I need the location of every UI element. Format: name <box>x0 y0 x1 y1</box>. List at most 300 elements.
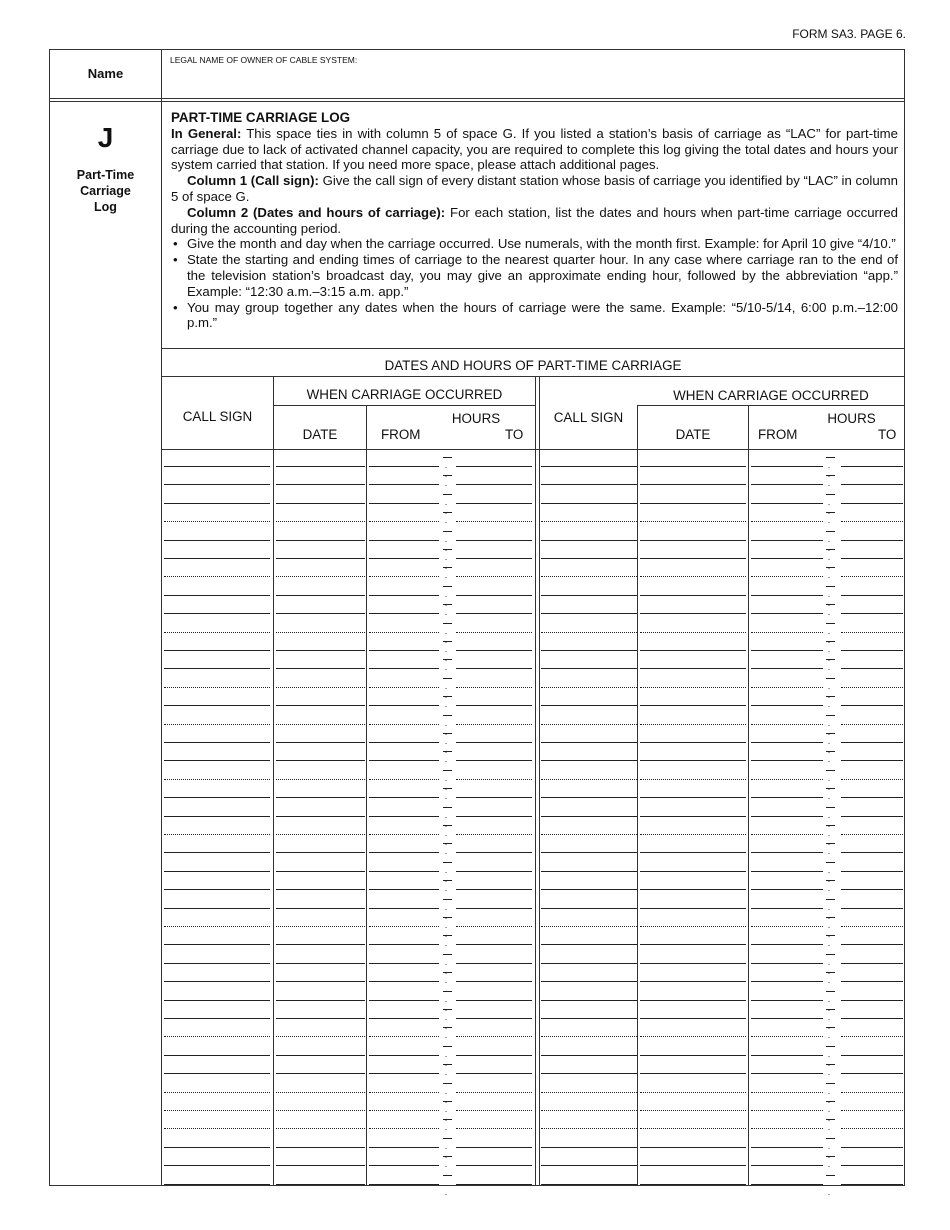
entry-line[interactable] <box>841 540 903 541</box>
entry-line[interactable] <box>751 797 823 798</box>
entry-line[interactable] <box>841 484 903 485</box>
entry-line[interactable] <box>751 668 823 669</box>
entry-line[interactable] <box>751 466 823 467</box>
entry-line[interactable] <box>841 834 903 835</box>
entry-line[interactable] <box>640 871 746 872</box>
entry-line[interactable] <box>841 852 903 853</box>
entry-line[interactable] <box>751 503 823 504</box>
entry-line[interactable] <box>369 760 439 761</box>
entry-line[interactable] <box>456 1036 532 1037</box>
entry-line[interactable] <box>276 705 365 706</box>
entry-line[interactable] <box>751 613 823 614</box>
entry-line[interactable] <box>369 1000 439 1001</box>
entry-line[interactable] <box>640 1036 746 1037</box>
entry-line[interactable] <box>164 668 270 669</box>
entry-line[interactable] <box>456 540 532 541</box>
entry-line[interactable] <box>276 1036 365 1037</box>
entry-line[interactable] <box>841 908 903 909</box>
entry-line[interactable] <box>751 1036 823 1037</box>
entry-line[interactable] <box>164 1147 270 1148</box>
entry-line[interactable] <box>541 1055 637 1056</box>
entry-line[interactable] <box>541 613 637 614</box>
entry-line[interactable] <box>369 484 439 485</box>
entry-line[interactable] <box>276 632 365 633</box>
entry-line[interactable] <box>276 834 365 835</box>
entry-line[interactable] <box>456 558 532 559</box>
entry-line[interactable] <box>640 503 746 504</box>
entry-line[interactable] <box>276 926 365 927</box>
entry-line[interactable] <box>640 1000 746 1001</box>
entry-line[interactable] <box>541 779 637 780</box>
entry-line[interactable] <box>841 705 903 706</box>
entry-line[interactable] <box>456 595 532 596</box>
entry-line[interactable] <box>456 871 532 872</box>
entry-line[interactable] <box>369 1110 439 1111</box>
entry-line[interactable] <box>751 908 823 909</box>
entry-line[interactable] <box>841 1092 903 1093</box>
entry-line[interactable] <box>456 1165 532 1166</box>
entry-line[interactable] <box>164 1073 270 1074</box>
entry-line[interactable] <box>751 650 823 651</box>
entry-line[interactable] <box>369 742 439 743</box>
entry-line[interactable] <box>541 889 637 890</box>
entry-line[interactable] <box>276 742 365 743</box>
entry-line[interactable] <box>751 1092 823 1093</box>
entry-line[interactable] <box>751 760 823 761</box>
entry-line[interactable] <box>456 632 532 633</box>
entry-line[interactable] <box>640 1110 746 1111</box>
entry-line[interactable] <box>751 852 823 853</box>
entry-line[interactable] <box>164 613 270 614</box>
entry-line[interactable] <box>541 521 637 522</box>
entry-line[interactable] <box>841 632 903 633</box>
entry-line[interactable] <box>751 558 823 559</box>
entry-line[interactable] <box>640 613 746 614</box>
entry-line[interactable] <box>541 705 637 706</box>
entry-line[interactable] <box>751 521 823 522</box>
entry-line[interactable] <box>541 1147 637 1148</box>
entry-line[interactable] <box>369 668 439 669</box>
entry-line[interactable] <box>841 797 903 798</box>
entry-line[interactable] <box>164 1165 270 1166</box>
entry-line[interactable] <box>276 595 365 596</box>
entry-line[interactable] <box>640 687 746 688</box>
entry-line[interactable] <box>456 668 532 669</box>
entry-line[interactable] <box>841 1018 903 1019</box>
entry-line[interactable] <box>456 1184 532 1185</box>
entry-line[interactable] <box>640 705 746 706</box>
entry-line[interactable] <box>456 742 532 743</box>
entry-line[interactable] <box>841 871 903 872</box>
entry-line[interactable] <box>276 724 365 725</box>
entry-line[interactable] <box>369 1165 439 1166</box>
entry-line[interactable] <box>541 871 637 872</box>
entry-line[interactable] <box>164 705 270 706</box>
entry-line[interactable] <box>456 650 532 651</box>
entry-line[interactable] <box>276 1110 365 1111</box>
entry-line[interactable] <box>640 1147 746 1148</box>
entry-line[interactable] <box>541 1110 637 1111</box>
entry-line[interactable] <box>164 797 270 798</box>
entry-line[interactable] <box>751 540 823 541</box>
entry-line[interactable] <box>276 687 365 688</box>
entry-line[interactable] <box>640 834 746 835</box>
entry-line[interactable] <box>456 779 532 780</box>
entry-line[interactable] <box>841 576 903 577</box>
entry-line[interactable] <box>751 724 823 725</box>
entry-line[interactable] <box>640 926 746 927</box>
entry-line[interactable] <box>541 816 637 817</box>
entry-line[interactable] <box>541 466 637 467</box>
entry-line[interactable] <box>276 668 365 669</box>
entry-line[interactable] <box>164 632 270 633</box>
entry-line[interactable] <box>369 632 439 633</box>
entry-line[interactable] <box>841 1000 903 1001</box>
entry-line[interactable] <box>640 1165 746 1166</box>
entry-line[interactable] <box>541 540 637 541</box>
entry-line[interactable] <box>640 650 746 651</box>
entry-line[interactable] <box>369 540 439 541</box>
entry-line[interactable] <box>276 1055 365 1056</box>
entry-line[interactable] <box>541 852 637 853</box>
entry-line[interactable] <box>456 1055 532 1056</box>
entry-line[interactable] <box>164 889 270 890</box>
entry-line[interactable] <box>640 1018 746 1019</box>
entry-line[interactable] <box>640 889 746 890</box>
entry-line[interactable] <box>369 521 439 522</box>
entry-line[interactable] <box>751 1018 823 1019</box>
entry-line[interactable] <box>369 705 439 706</box>
entry-line[interactable] <box>841 595 903 596</box>
entry-line[interactable] <box>640 724 746 725</box>
entry-line[interactable] <box>751 742 823 743</box>
entry-line[interactable] <box>164 576 270 577</box>
entry-line[interactable] <box>640 944 746 945</box>
entry-line[interactable] <box>456 1018 532 1019</box>
entry-line[interactable] <box>276 521 365 522</box>
entry-line[interactable] <box>164 540 270 541</box>
entry-line[interactable] <box>841 963 903 964</box>
entry-line[interactable] <box>369 779 439 780</box>
entry-line[interactable] <box>841 687 903 688</box>
entry-line[interactable] <box>751 1147 823 1148</box>
entry-line[interactable] <box>164 908 270 909</box>
entry-line[interactable] <box>164 1092 270 1093</box>
entry-line[interactable] <box>751 889 823 890</box>
entry-line[interactable] <box>369 1128 439 1129</box>
entry-line[interactable] <box>276 908 365 909</box>
entry-line[interactable] <box>751 484 823 485</box>
entry-line[interactable] <box>751 926 823 927</box>
entry-line[interactable] <box>164 926 270 927</box>
entry-line[interactable] <box>276 1073 365 1074</box>
entry-line[interactable] <box>164 724 270 725</box>
entry-line[interactable] <box>164 981 270 982</box>
entry-line[interactable] <box>541 503 637 504</box>
entry-line[interactable] <box>751 816 823 817</box>
entry-line[interactable] <box>369 963 439 964</box>
entry-line[interactable] <box>456 926 532 927</box>
entry-line[interactable] <box>456 503 532 504</box>
entry-line[interactable] <box>164 1036 270 1037</box>
entry-line[interactable] <box>164 760 270 761</box>
entry-line[interactable] <box>541 1184 637 1185</box>
entry-line[interactable] <box>841 724 903 725</box>
entry-line[interactable] <box>841 760 903 761</box>
entry-line[interactable] <box>276 540 365 541</box>
entry-line[interactable] <box>164 944 270 945</box>
entry-line[interactable] <box>276 1128 365 1129</box>
entry-line[interactable] <box>164 1184 270 1185</box>
entry-line[interactable] <box>640 797 746 798</box>
entry-line[interactable] <box>541 1165 637 1166</box>
entry-line[interactable] <box>369 613 439 614</box>
entry-line[interactable] <box>751 944 823 945</box>
entry-line[interactable] <box>841 613 903 614</box>
entry-line[interactable] <box>456 852 532 853</box>
entry-line[interactable] <box>369 797 439 798</box>
entry-line[interactable] <box>841 944 903 945</box>
entry-line[interactable] <box>276 1147 365 1148</box>
entry-line[interactable] <box>456 613 532 614</box>
entry-line[interactable] <box>541 1036 637 1037</box>
entry-line[interactable] <box>369 908 439 909</box>
entry-line[interactable] <box>164 834 270 835</box>
entry-line[interactable] <box>369 1018 439 1019</box>
entry-line[interactable] <box>541 742 637 743</box>
entry-line[interactable] <box>164 484 270 485</box>
entry-line[interactable] <box>369 816 439 817</box>
entry-line[interactable] <box>456 687 532 688</box>
entry-line[interactable] <box>541 1073 637 1074</box>
entry-line[interactable] <box>640 779 746 780</box>
entry-line[interactable] <box>276 889 365 890</box>
entry-line[interactable] <box>640 742 746 743</box>
entry-line[interactable] <box>751 834 823 835</box>
entry-line[interactable] <box>640 1073 746 1074</box>
entry-line[interactable] <box>841 926 903 927</box>
entry-line[interactable] <box>751 871 823 872</box>
entry-line[interactable] <box>164 816 270 817</box>
entry-line[interactable] <box>751 1165 823 1166</box>
entry-line[interactable] <box>164 1128 270 1129</box>
entry-line[interactable] <box>456 944 532 945</box>
entry-line[interactable] <box>164 852 270 853</box>
entry-line[interactable] <box>276 558 365 559</box>
entry-line[interactable] <box>164 558 270 559</box>
entry-line[interactable] <box>164 779 270 780</box>
entry-line[interactable] <box>640 852 746 853</box>
entry-line[interactable] <box>276 1000 365 1001</box>
entry-line[interactable] <box>541 576 637 577</box>
entry-line[interactable] <box>751 595 823 596</box>
entry-line[interactable] <box>369 834 439 835</box>
entry-line[interactable] <box>276 981 365 982</box>
entry-line[interactable] <box>640 484 746 485</box>
entry-line[interactable] <box>164 1000 270 1001</box>
entry-line[interactable] <box>640 760 746 761</box>
entry-line[interactable] <box>640 466 746 467</box>
entry-line[interactable] <box>640 540 746 541</box>
entry-line[interactable] <box>841 1184 903 1185</box>
entry-line[interactable] <box>541 724 637 725</box>
entry-line[interactable] <box>456 1092 532 1093</box>
entry-line[interactable] <box>541 650 637 651</box>
entry-line[interactable] <box>456 760 532 761</box>
entry-line[interactable] <box>841 1036 903 1037</box>
entry-line[interactable] <box>841 1110 903 1111</box>
entry-line[interactable] <box>456 797 532 798</box>
entry-line[interactable] <box>541 632 637 633</box>
entry-line[interactable] <box>456 981 532 982</box>
entry-line[interactable] <box>369 1184 439 1185</box>
entry-line[interactable] <box>456 889 532 890</box>
entry-line[interactable] <box>369 1073 439 1074</box>
entry-line[interactable] <box>276 613 365 614</box>
entry-line[interactable] <box>276 963 365 964</box>
entry-line[interactable] <box>456 908 532 909</box>
entry-line[interactable] <box>276 779 365 780</box>
entry-line[interactable] <box>369 852 439 853</box>
entry-line[interactable] <box>276 503 365 504</box>
entry-line[interactable] <box>164 963 270 964</box>
entry-line[interactable] <box>751 1110 823 1111</box>
entry-line[interactable] <box>369 1092 439 1093</box>
entry-line[interactable] <box>369 650 439 651</box>
entry-line[interactable] <box>541 981 637 982</box>
entry-line[interactable] <box>276 944 365 945</box>
entry-line[interactable] <box>541 963 637 964</box>
entry-line[interactable] <box>541 668 637 669</box>
entry-line[interactable] <box>369 1036 439 1037</box>
entry-line[interactable] <box>164 871 270 872</box>
entry-line[interactable] <box>841 1128 903 1129</box>
entry-line[interactable] <box>541 908 637 909</box>
entry-line[interactable] <box>541 1000 637 1001</box>
entry-line[interactable] <box>276 650 365 651</box>
entry-line[interactable] <box>164 595 270 596</box>
entry-line[interactable] <box>751 705 823 706</box>
entry-line[interactable] <box>164 1018 270 1019</box>
entry-line[interactable] <box>541 687 637 688</box>
entry-line[interactable] <box>456 816 532 817</box>
entry-line[interactable] <box>640 1128 746 1129</box>
entry-line[interactable] <box>751 632 823 633</box>
entry-line[interactable] <box>841 668 903 669</box>
entry-line[interactable] <box>456 963 532 964</box>
entry-line[interactable] <box>541 760 637 761</box>
entry-line[interactable] <box>751 1000 823 1001</box>
entry-line[interactable] <box>164 466 270 467</box>
entry-line[interactable] <box>541 484 637 485</box>
entry-line[interactable] <box>841 1073 903 1074</box>
entry-line[interactable] <box>456 1110 532 1111</box>
entry-line[interactable] <box>456 1073 532 1074</box>
entry-line[interactable] <box>369 687 439 688</box>
entry-line[interactable] <box>841 1147 903 1148</box>
entry-line[interactable] <box>369 871 439 872</box>
entry-line[interactable] <box>640 576 746 577</box>
entry-line[interactable] <box>276 871 365 872</box>
entry-line[interactable] <box>751 1055 823 1056</box>
entry-line[interactable] <box>164 650 270 651</box>
entry-line[interactable] <box>456 1147 532 1148</box>
entry-line[interactable] <box>541 1128 637 1129</box>
entry-line[interactable] <box>751 981 823 982</box>
entry-line[interactable] <box>841 650 903 651</box>
entry-line[interactable] <box>751 687 823 688</box>
entry-line[interactable] <box>456 1128 532 1129</box>
entry-line[interactable] <box>640 632 746 633</box>
entry-line[interactable] <box>640 595 746 596</box>
entry-line[interactable] <box>276 1165 365 1166</box>
entry-line[interactable] <box>276 1184 365 1185</box>
entry-line[interactable] <box>369 1147 439 1148</box>
entry-line[interactable] <box>541 595 637 596</box>
entry-line[interactable] <box>640 963 746 964</box>
entry-line[interactable] <box>841 889 903 890</box>
entry-line[interactable] <box>276 852 365 853</box>
entry-line[interactable] <box>841 742 903 743</box>
entry-line[interactable] <box>751 1073 823 1074</box>
entry-line[interactable] <box>841 779 903 780</box>
entry-line[interactable] <box>276 1092 365 1093</box>
entry-line[interactable] <box>541 834 637 835</box>
entry-line[interactable] <box>640 668 746 669</box>
entry-line[interactable] <box>369 1055 439 1056</box>
entry-line[interactable] <box>369 926 439 927</box>
entry-line[interactable] <box>640 908 746 909</box>
entry-line[interactable] <box>164 687 270 688</box>
entry-line[interactable] <box>369 466 439 467</box>
entry-line[interactable] <box>841 466 903 467</box>
entry-line[interactable] <box>640 816 746 817</box>
entry-line[interactable] <box>276 576 365 577</box>
entry-line[interactable] <box>276 1018 365 1019</box>
entry-line[interactable] <box>541 944 637 945</box>
entry-line[interactable] <box>640 521 746 522</box>
entry-line[interactable] <box>164 742 270 743</box>
entry-line[interactable] <box>640 1184 746 1185</box>
entry-line[interactable] <box>456 705 532 706</box>
entry-line[interactable] <box>751 963 823 964</box>
entry-line[interactable] <box>751 1128 823 1129</box>
entry-line[interactable] <box>541 926 637 927</box>
entry-line[interactable] <box>456 484 532 485</box>
entry-line[interactable] <box>541 558 637 559</box>
entry-line[interactable] <box>369 503 439 504</box>
entry-line[interactable] <box>369 944 439 945</box>
entry-line[interactable] <box>369 724 439 725</box>
entry-line[interactable] <box>841 558 903 559</box>
entry-line[interactable] <box>841 1165 903 1166</box>
entry-line[interactable] <box>276 816 365 817</box>
entry-line[interactable] <box>276 797 365 798</box>
entry-line[interactable] <box>456 521 532 522</box>
entry-line[interactable] <box>164 521 270 522</box>
entry-line[interactable] <box>541 1018 637 1019</box>
entry-line[interactable] <box>640 981 746 982</box>
entry-line[interactable] <box>841 503 903 504</box>
entry-line[interactable] <box>369 558 439 559</box>
entry-line[interactable] <box>640 1092 746 1093</box>
entry-line[interactable] <box>276 466 365 467</box>
entry-line[interactable] <box>164 1055 270 1056</box>
entry-line[interactable] <box>751 1184 823 1185</box>
entry-line[interactable] <box>841 1055 903 1056</box>
entry-line[interactable] <box>751 576 823 577</box>
entry-line[interactable] <box>456 466 532 467</box>
